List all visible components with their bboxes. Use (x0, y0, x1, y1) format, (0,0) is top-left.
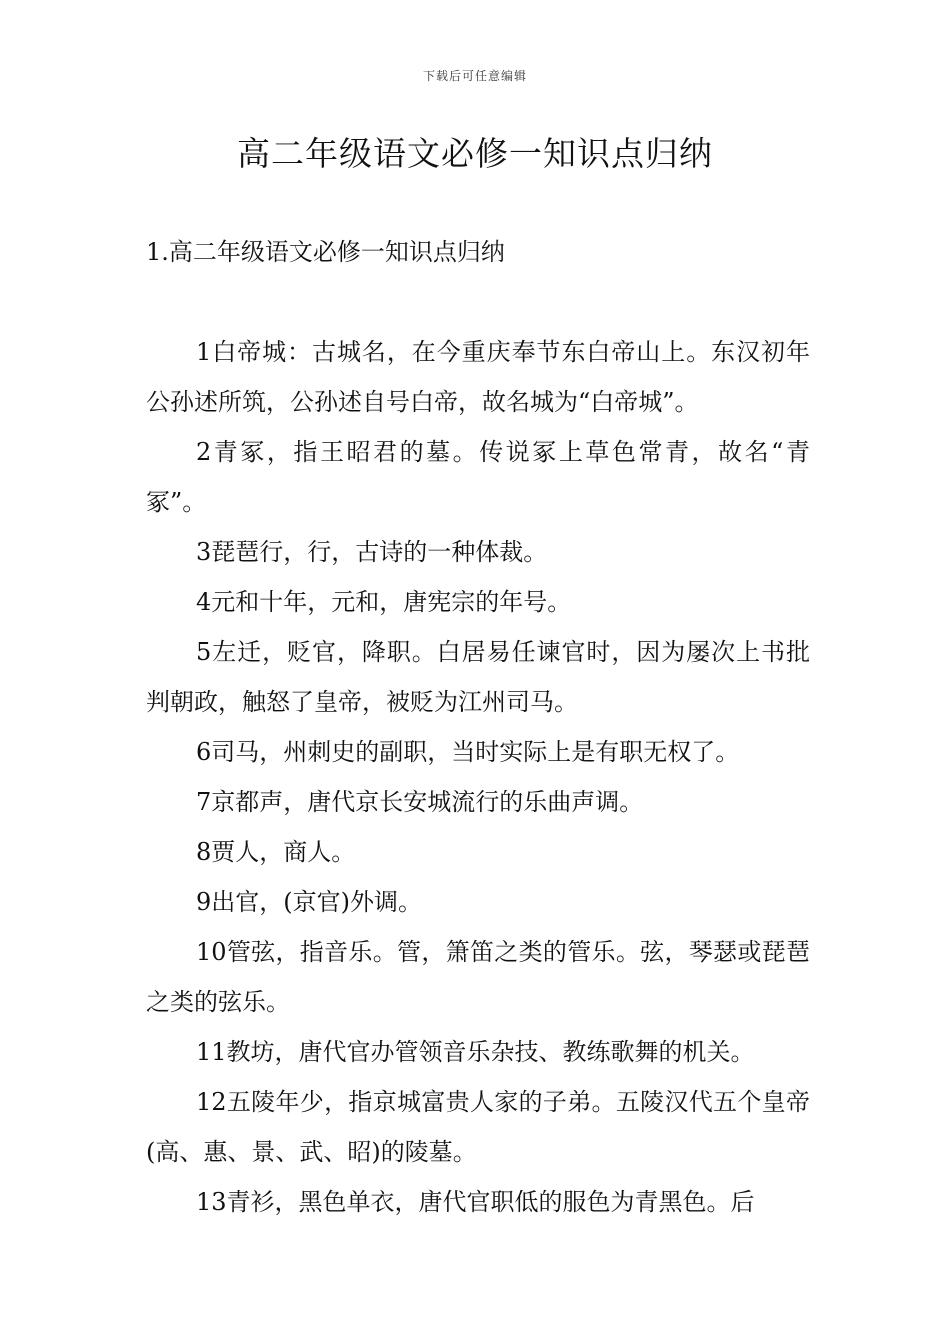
paragraph-8: 8贾人，商人。 (196, 838, 356, 866)
document-title: 高二年级语文必修一知识点归纳 (237, 134, 713, 173)
section-heading: 1.高二年级语文必修一知识点归纳 (146, 238, 505, 266)
paragraph-11: 11教坊，唐代官办管领音乐杂技、教练歌舞的机关。 (196, 1038, 755, 1066)
paragraph-13: 13青衫，黑色单衣，唐代官职低的服色为青黑色。后 (196, 1188, 755, 1216)
paragraph-2: 2青冢，指王昭君的墓。传说冢上草色常青，故名“青冢”。 (146, 438, 810, 516)
paragraph-12: 12五陵年少，指京城富贵人家的子弟。五陵汉代五个皇帝(高、惠、景、武、昭)的陵墓。 (146, 1088, 810, 1166)
paragraph-5: 5左迁，贬官，降职。白居易任谏官时，因为屡次上书批判朝政，触怒了皇帝，被贬为江州司马。 (146, 638, 810, 716)
paragraph-4: 4元和十年，元和，唐宪宗的年号。 (196, 588, 572, 616)
paragraph-1: 1白帝城：古城名，在今重庆奉节东白帝山上。东汉初年公孙述所筑，公孙述自号白帝，故名城为“白帝城”。 (146, 338, 810, 416)
paragraph-6: 6司马，州刺史的副职，当时实际上是有职无权了。 (196, 738, 740, 766)
paragraph-3: 3琵琶行，行，古诗的一种体裁。 (196, 538, 548, 566)
document-body (146, 327, 810, 1227)
paragraph-9: 9出官，(京官)外调。 (196, 888, 422, 916)
paragraph-7: 7京都声，唐代京长安城流行的乐曲声调。 (196, 788, 644, 816)
paragraph-10: 10管弦，指音乐。管，箫笛之类的管乐。弦，琴瑟或琵琶之类的弦乐。 (146, 938, 810, 1016)
header-note: 下载后可任意编辑 (422, 69, 527, 83)
